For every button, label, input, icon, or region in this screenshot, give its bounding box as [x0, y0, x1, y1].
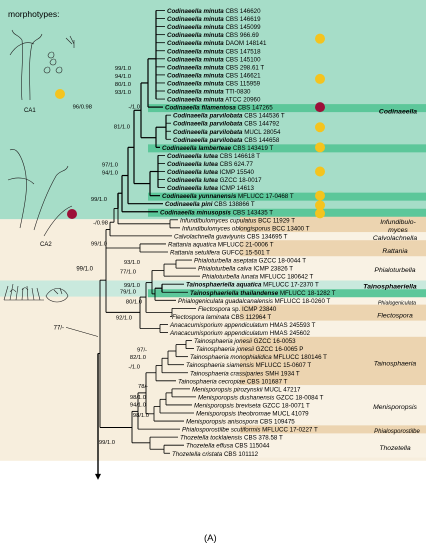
taxon-voucher: SMH 1934 T — [263, 370, 300, 378]
taxon-label — [165, 105, 273, 112]
taxon-name: Infundibulomyces cupulatus — [180, 217, 257, 225]
taxon-label — [167, 56, 261, 63]
taxon-label — [178, 298, 330, 305]
taxon-label — [169, 330, 311, 337]
taxon-voucher: CBS 143435 T — [230, 209, 274, 217]
taxon-voucher: GZCC 18-0017 — [217, 177, 262, 185]
taxon-voucher: CBS 624.77 — [217, 160, 253, 168]
dot-yellow — [315, 191, 325, 201]
taxon-voucher: CBS 146619 — [223, 16, 261, 24]
genus-label-menisporopsis: Menisporopsis — [373, 404, 417, 412]
support-value: 96/0.98 — [72, 104, 92, 111]
support-value: 94/1.0 — [101, 170, 118, 177]
taxon-voucher: CBS 145100 — [223, 56, 261, 64]
dot-yellow — [315, 34, 325, 44]
taxon-name: Codinaeella minuta — [167, 32, 224, 40]
taxon-name: Codinaeella lutea — [167, 177, 218, 185]
taxon-label — [167, 8, 261, 15]
taxon-voucher: ICMP 15540 — [217, 169, 254, 176]
taxon-voucher: MFLUCC 18-1282 T — [278, 289, 336, 297]
taxon-voucher: MFLUCC 180642 T — [258, 273, 314, 281]
taxon-label — [167, 16, 261, 23]
taxon-name: Tainosphaeria cecropiae — [178, 378, 246, 386]
genus-label-rattania: Rattania — [382, 247, 408, 255]
taxon-name: Menisporopsis anisospora — [186, 418, 258, 426]
taxon-name: Codinaeella minusopsis — [160, 209, 231, 217]
taxon-voucher: CBS 143419 T — [231, 144, 274, 152]
dot-yellow — [315, 122, 325, 132]
taxon-label — [169, 322, 316, 329]
dot-yellow — [315, 142, 325, 152]
support-value-left: 77/- — [53, 325, 64, 332]
taxon-name: Codinaeella lamberteae — [162, 144, 232, 152]
taxon-voucher: CBS 144792 — [242, 120, 280, 128]
taxon-name: Infundibulomyces oblongisporus — [182, 225, 271, 233]
genus-label-infundibulomyces-2: myces — [388, 226, 408, 234]
support-value: 99/1.0 — [114, 65, 131, 72]
taxon-voucher: CBS 144536 T — [242, 112, 285, 120]
taxon-label — [192, 386, 301, 393]
taxon-label — [190, 354, 327, 361]
support-value: 97/- — [137, 347, 147, 354]
taxon-label — [186, 362, 311, 369]
taxon-label — [196, 346, 303, 353]
taxon-voucher: MUCL 41079 — [270, 410, 309, 418]
support-value: 82/1.0 — [129, 354, 146, 361]
taxon-voucher: GZCC 18-0071 T — [260, 402, 310, 410]
support-value: -/1.0 — [128, 364, 140, 371]
taxon-voucher: ATCC 20960 — [223, 96, 261, 104]
support-value: 77/1.0 — [119, 269, 136, 276]
taxon-label — [167, 48, 261, 55]
taxon-name: Codinaeella minuta — [167, 64, 224, 72]
taxon-voucher: DAOM 148141 — [223, 40, 267, 48]
taxon-voucher: BCC 11929 T — [256, 217, 295, 225]
taxon-label — [182, 427, 318, 434]
taxon-name: Codinaeella parvilobata — [173, 128, 243, 136]
taxon-voucher: MFLUCC 17-2370 T — [261, 281, 319, 289]
taxon-label — [180, 435, 283, 442]
root-arrow — [95, 474, 101, 480]
dot-red — [315, 102, 325, 112]
taxon-voucher: MUCL 28054 — [242, 128, 281, 136]
taxon-voucher: CBS 298.61 T — [223, 64, 265, 72]
taxon-name: Codinaeella lutea — [167, 160, 218, 168]
taxon-name: Tainosphaeria monophialidica — [190, 354, 272, 362]
taxon-label — [167, 72, 261, 79]
taxon-label — [162, 193, 294, 200]
taxon-name: Codinaeella pini — [165, 201, 213, 209]
taxon-label — [172, 314, 271, 321]
taxon-voucher: HMAS 245602 — [268, 330, 310, 337]
taxon-name: Codinaeella filamentosa — [165, 104, 236, 112]
taxon-label — [167, 24, 261, 31]
taxon-voucher: GUFCC 15-501 T — [219, 249, 270, 257]
taxon-label — [167, 64, 264, 71]
morphotype-ca1-label: CA1 — [24, 108, 36, 114]
taxon-voucher: CBS 115044 — [233, 442, 270, 450]
taxon-label — [167, 169, 254, 176]
taxon-name: Tainosphaeria siamensis — [186, 362, 254, 370]
taxon-voucher: CBS 966.69 — [223, 32, 259, 40]
taxon-voucher: CBS 115959 — [223, 80, 261, 88]
taxon-name: Codinaeella minuta — [167, 24, 224, 32]
taxon-name: Codinaeella parvilobata — [173, 120, 243, 128]
taxon-name: Thozetella effusa — [186, 442, 234, 450]
taxon-voucher: ICMP 14613 — [217, 185, 254, 193]
support-value: 78/- — [138, 383, 148, 390]
taxon-name: Codinaeella minuta — [167, 48, 224, 56]
taxon-label — [165, 201, 255, 208]
taxon-label — [167, 177, 262, 184]
support-value: 98/1.0 — [132, 412, 149, 419]
taxon-label — [178, 378, 288, 385]
taxon-label — [202, 274, 314, 281]
dot-yellow — [315, 167, 325, 177]
taxon-voucher: MFLUCC 21-0006 T — [216, 241, 274, 249]
support-value: -/0.98 — [93, 220, 108, 227]
support-value: 94/1.0 — [129, 402, 146, 409]
taxon-label — [186, 282, 319, 289]
dot-yellow — [315, 208, 325, 218]
taxon-voucher: CBS 101112 — [222, 450, 259, 458]
taxon-label — [167, 40, 267, 47]
taxon-voucher: GZCC 16-0065 P — [253, 346, 304, 354]
genus-label-phialosporostilbe: Phialosporostilbe — [374, 429, 420, 436]
taxon-voucher: CBS 112964 T — [229, 313, 272, 321]
genus-label-codinaeella: Codinaeella — [378, 108, 418, 116]
taxon-label — [173, 137, 280, 144]
taxon-label — [167, 153, 260, 160]
taxon-name: Rattania setulifera — [170, 249, 220, 257]
taxon-name: Codinaeella parvilobata — [173, 136, 243, 144]
taxon-name: Tainosphaeria crassiparies — [190, 370, 264, 378]
support-value: 99/1.0 — [90, 197, 107, 204]
taxon-label — [186, 419, 295, 426]
support-value: 94/1.0 — [114, 73, 131, 80]
taxon-voucher: MFLUCC 18-0260 T — [272, 297, 331, 305]
taxon-name: Phialosporostilbe scutiformis — [182, 426, 261, 434]
taxon-voucher: MFLUCC 15-0607 T — [253, 362, 312, 370]
taxon-name: Tainosphaeria jonesii — [194, 338, 252, 346]
taxon-voucher: CBS 134695 T — [245, 233, 288, 241]
morphotypes-label: morphotypes: — [8, 9, 60, 19]
taxon-name: Codinaeella lutea — [167, 169, 218, 176]
taxon-name: Thozetella tocklaiensis — [180, 434, 243, 442]
taxon-name: Codinaeella lutea — [167, 152, 218, 160]
taxon-name: Anacacumisporium appendiculatum — [170, 321, 269, 329]
taxon-voucher: ICMP 23826 T — [251, 265, 294, 273]
taxon-name: Anacacumisporium appendiculatum — [170, 330, 269, 337]
panel-label: (A) — [204, 533, 217, 544]
taxon-name: Codinaeella minuta — [167, 56, 224, 64]
taxon-name: Phialogeniculata guadalcanalensis — [178, 297, 273, 305]
taxon-label — [180, 217, 295, 224]
support-value: 80/1.0 — [114, 81, 131, 88]
taxon-label — [172, 451, 259, 458]
taxon-voucher: GZCC 18-0084 T — [274, 394, 324, 402]
taxon-name: Tainosphaeriella thailandense — [190, 289, 279, 297]
taxon-label — [173, 113, 285, 120]
taxon-name: Codinaeella minuta — [167, 88, 224, 96]
genus-label-tainosphaeria: Tainosphaeria — [373, 360, 417, 368]
taxon-voucher: MFLUCC 17-0227 T — [260, 426, 318, 434]
support-value: 98/1.0 — [129, 395, 146, 402]
taxon-label — [194, 402, 310, 409]
morphotype-ca2-label: CA2 — [40, 242, 52, 248]
taxon-name: Codinaeella yunnanensis — [162, 193, 237, 201]
taxon-voucher: CBS 146618 T — [217, 152, 261, 160]
support-value: 80/1.0 — [125, 299, 142, 306]
taxon-voucher: CBS 146621 — [223, 72, 261, 80]
taxon-label — [170, 250, 270, 257]
taxon-name: Codinaeella minuta — [167, 8, 224, 15]
taxon-name: Menisporopsis pirozynskii — [192, 386, 263, 394]
taxon-name: Flectospora laminata — [172, 313, 230, 321]
taxon-label — [190, 290, 336, 297]
taxon-label — [198, 306, 277, 313]
taxon-voucher: CBS 145099 — [223, 24, 261, 32]
taxon-voucher: CBS 378.58 T — [242, 434, 283, 442]
taxon-voucher: CBS 147518 — [223, 48, 261, 56]
taxon-label — [167, 97, 261, 104]
taxon-label — [190, 370, 300, 377]
taxon-label — [173, 129, 281, 136]
support-value: 93/1.0 — [123, 259, 140, 266]
taxon-voucher: GZCC 18-0044 T — [256, 257, 307, 265]
taxon-voucher: MUCL 47217 — [262, 386, 301, 394]
support-value: 99/1.0 — [123, 283, 140, 290]
taxon-name: Calvolachnella guaviyunis — [174, 233, 246, 241]
taxon-name: Phialoturbella calva — [198, 265, 252, 273]
genus-label-calvolachnella: Calvolachnella — [372, 235, 418, 243]
taxon-label — [173, 121, 280, 128]
taxon-voucher: TTI-0830 — [223, 88, 251, 96]
taxon-label — [196, 411, 309, 418]
taxon-voucher: CBS 146620 — [223, 8, 261, 15]
legend-dot-ca2 — [67, 209, 77, 219]
taxon-name: Codinaeella minuta — [167, 80, 224, 88]
taxon-voucher: MFLUCC 17-0468 T — [236, 193, 294, 201]
taxon-label — [167, 161, 254, 168]
taxon-voucher: CBS 101687 T — [245, 378, 288, 386]
taxon-label — [167, 80, 261, 87]
support-value: 99/1.0 — [98, 440, 115, 447]
taxon-name: Thozetella cristata — [172, 450, 223, 458]
taxon-name: Rattania aquatica — [168, 241, 217, 249]
taxon-name: Codinaeella minuta — [167, 72, 224, 80]
taxon-voucher: MFLUCC 180146 T — [271, 354, 327, 362]
taxon-label — [167, 185, 254, 192]
taxon-label — [167, 32, 259, 39]
taxon-label — [198, 394, 324, 401]
legend-dot-ca1 — [55, 89, 65, 99]
genus-label-phialoturbella: Phialoturbella — [374, 267, 416, 275]
genus-label-infundibulomyces: Infundibulo- — [380, 218, 416, 226]
taxon-label — [198, 266, 293, 273]
support-value: 92/1.0 — [115, 315, 132, 322]
taxon-label — [160, 209, 273, 216]
support-value-left: 99/1.0 — [76, 266, 93, 273]
taxon-label — [194, 338, 296, 345]
taxon-name: Codinaeella lutea — [167, 185, 218, 193]
genus-label-tainosphaeriella: Tainosphaeriella — [363, 283, 417, 291]
taxon-voucher: BCC 13400 T — [270, 225, 310, 233]
taxon-name: Phialoturbella lunata — [202, 273, 259, 281]
taxon-label — [186, 443, 270, 450]
genus-label-thozetella: Thozetella — [379, 445, 411, 453]
taxon-label — [162, 145, 274, 152]
taxon-voucher: CBS 138866 T — [212, 201, 255, 209]
taxon-name: Codinaeella parvilobata — [173, 112, 243, 120]
taxon-voucher: CBS 109475 — [257, 418, 295, 426]
taxon-voucher: GZCC 16-0053 — [251, 338, 296, 346]
taxon-name: Tainosphaeria jonesii — [196, 346, 254, 354]
taxon-voucher: CBS 144658 — [242, 136, 280, 144]
genus-label-flectospora: Flectospora — [377, 312, 413, 320]
taxon-voucher: sp. ICMP 23840 — [230, 305, 277, 313]
support-value: 97/1.0 — [101, 162, 118, 169]
support-value: -/1.0 — [128, 104, 140, 111]
taxon-label — [182, 225, 310, 232]
taxon-name: Menisporopsis dushanensis — [198, 394, 275, 402]
taxon-label — [167, 89, 251, 96]
support-value: 99/1.0 — [90, 241, 107, 248]
taxon-label — [194, 258, 306, 265]
taxon-label — [174, 233, 288, 240]
taxon-name: Menisporopsis breviseta — [194, 402, 261, 410]
taxon-name: Tainosphaeriella aquatica — [186, 281, 262, 289]
taxon-name: Menisporopsis theobromae — [196, 410, 271, 418]
taxon-name: Codinaeella minuta — [167, 96, 224, 104]
taxon-voucher: HMAS 245593 T — [268, 321, 316, 329]
support-value: 81/1.0 — [113, 124, 130, 131]
taxon-name: Flectospora — [198, 305, 231, 313]
dot-yellow — [315, 74, 325, 84]
genus-label-phialogeniculata: Phialogeniculata — [377, 300, 417, 307]
taxon-name: Codinaeella minuta — [167, 40, 224, 48]
taxon-voucher: CBS 147265 — [235, 104, 273, 112]
support-value: 79/1.0 — [119, 289, 136, 296]
taxon-name: Codinaeella minuta — [167, 16, 224, 24]
taxon-name: Phialoturbella aseptata — [194, 257, 257, 265]
taxon-label — [168, 241, 274, 248]
support-value: 93/1.0 — [114, 90, 131, 97]
